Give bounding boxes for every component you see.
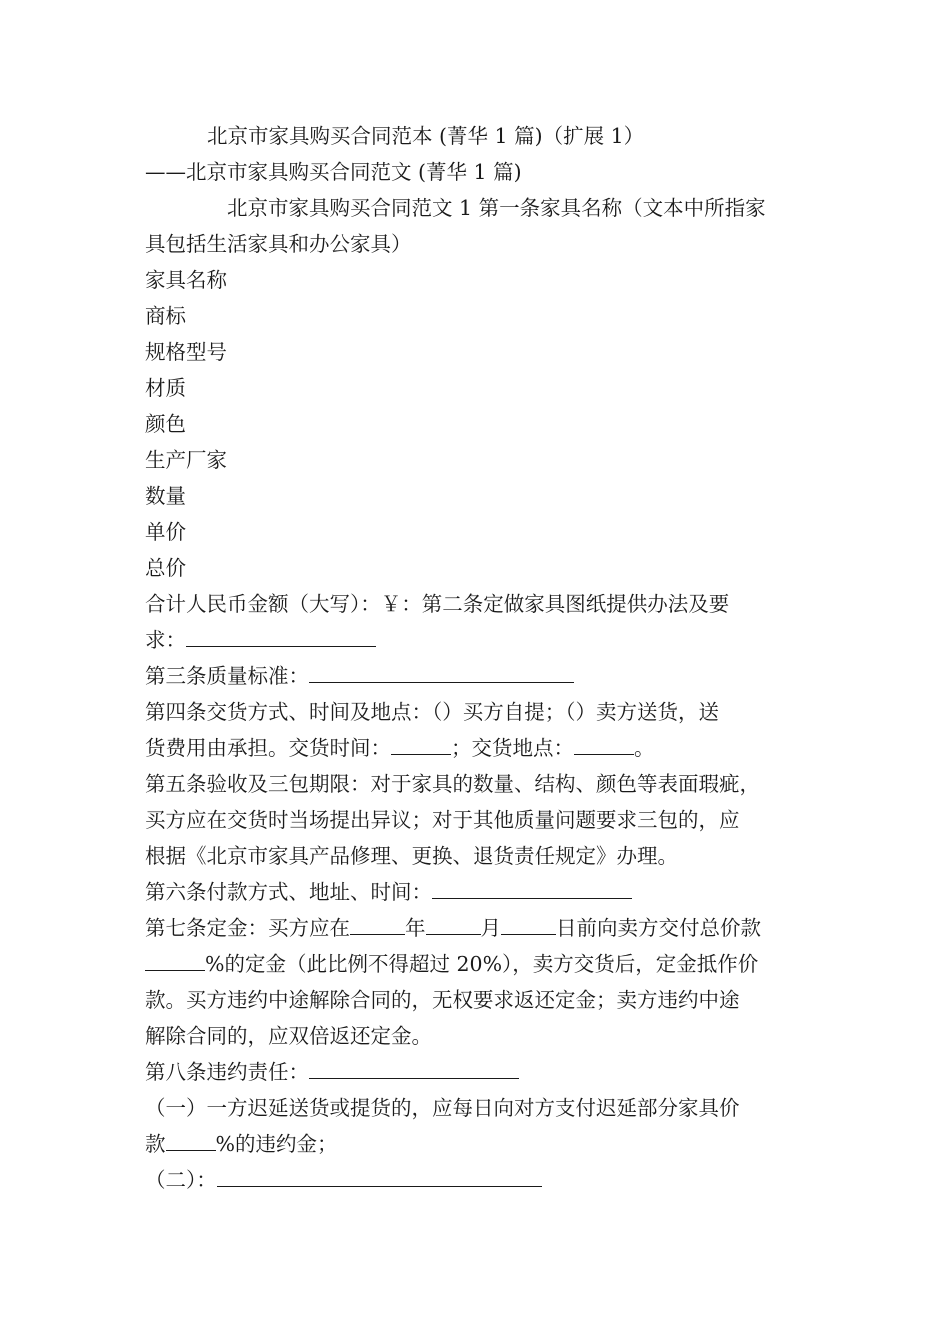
article-7-text-c: 月 xyxy=(480,916,501,940)
field-label: 商标 xyxy=(145,304,186,328)
article-7-line-2 xyxy=(145,946,810,982)
article-4-line-2 xyxy=(145,730,810,766)
article-8-item-2-label: （二）： xyxy=(145,1168,217,1192)
document-page xyxy=(145,118,810,1198)
document-title: 北京市家具购买合同范本 (菁华 1 篇)（扩展 1） xyxy=(207,124,645,148)
fill-blank[interactable] xyxy=(186,624,376,647)
document-subtitle: ——北京市家具购买合同范文 (菁华 1 篇) xyxy=(145,160,522,184)
article-2-line-2 xyxy=(145,622,810,658)
field-label: 材质 xyxy=(145,376,186,400)
article-5-line-1: 第五条验收及三包期限：对于家具的数量、结构、颜色等表面瑕疵， xyxy=(145,772,760,796)
fill-blank[interactable] xyxy=(432,876,632,899)
fill-blank[interactable] xyxy=(145,948,205,971)
article-3-label: 第三条质量标准： xyxy=(145,664,309,688)
field-label: 家具名称 xyxy=(145,268,227,292)
article-6 xyxy=(145,874,810,910)
article-4-line-1: 第四条交货方式、时间及地点：（）买方自提；（）卖方送货，送 xyxy=(145,700,719,724)
field-label: 数量 xyxy=(145,484,186,508)
article-5-line-3: 根据《北京市家具产品修理、更换、退货责任规定》办理。 xyxy=(145,844,678,868)
article-7-text-b: 年 xyxy=(405,916,426,940)
article-7-line-4: 解除合同的，应双倍返还定金。 xyxy=(145,1024,432,1048)
intro-paragraph-line-2: 具包括生活家具和办公家具） xyxy=(145,232,412,256)
fill-blank[interactable] xyxy=(309,660,574,683)
field-label: 单价 xyxy=(145,520,186,544)
total-amount-line: 合计人民币金额（大写）：￥：第二条定做家具图纸提供办法及要 xyxy=(145,592,730,616)
field-label: 总价 xyxy=(145,556,186,580)
fill-blank[interactable] xyxy=(574,732,634,755)
article-8-item-1-line-2 xyxy=(145,1126,810,1162)
article-2-label: 求： xyxy=(145,628,186,652)
fill-blank[interactable] xyxy=(426,912,481,935)
article-7-line-1 xyxy=(145,910,810,946)
field-label: 生产厂家 xyxy=(145,448,227,472)
article-8-item-1-line-1: （一）一方迟延送货或提货的，应每日向对方支付迟延部分家具价 xyxy=(145,1096,740,1120)
fill-blank[interactable] xyxy=(309,1056,519,1079)
article-4-text-b: ；交货地点： xyxy=(451,736,574,760)
article-8 xyxy=(145,1054,810,1090)
intro-paragraph-line-1: 北京市家具购买合同范文 1 第一条家具名称（文本中所指家 xyxy=(227,196,766,220)
article-6-label: 第六条付款方式、地址、时间： xyxy=(145,880,432,904)
article-7-line-3: 款。买方违约中途解除合同的，无权要求返还定金；卖方违约中途 xyxy=(145,988,740,1012)
article-8-label: 第八条违约责任： xyxy=(145,1060,309,1084)
article-7-text-e: %的定金（此比例不得超过 20%），卖方交货后，定金抵作价 xyxy=(205,952,759,976)
field-label: 规格型号 xyxy=(145,340,227,364)
article-8-item-2 xyxy=(145,1162,810,1198)
article-7-text-a: 第七条定金：买方应在 xyxy=(145,916,350,940)
field-label: 颜色 xyxy=(145,412,186,436)
article-4-text-c: 。 xyxy=(634,736,655,760)
article-7-text-d: 日前向卖方交付总价款 xyxy=(556,916,761,940)
article-3 xyxy=(145,658,810,694)
article-8-item-1-text-a: 款 xyxy=(145,1132,166,1156)
fill-blank[interactable] xyxy=(350,912,405,935)
article-4-text-a: 货费用由承担。交货时间： xyxy=(145,736,391,760)
article-5-line-2: 买方应在交货时当场提出异议；对于其他质量问题要求三包的，应 xyxy=(145,808,740,832)
fill-blank[interactable] xyxy=(391,732,451,755)
fill-blank[interactable] xyxy=(501,912,556,935)
fill-blank[interactable] xyxy=(217,1164,542,1187)
article-8-item-1-text-b: %的违约金； xyxy=(215,1132,338,1156)
fill-blank[interactable] xyxy=(166,1128,216,1151)
